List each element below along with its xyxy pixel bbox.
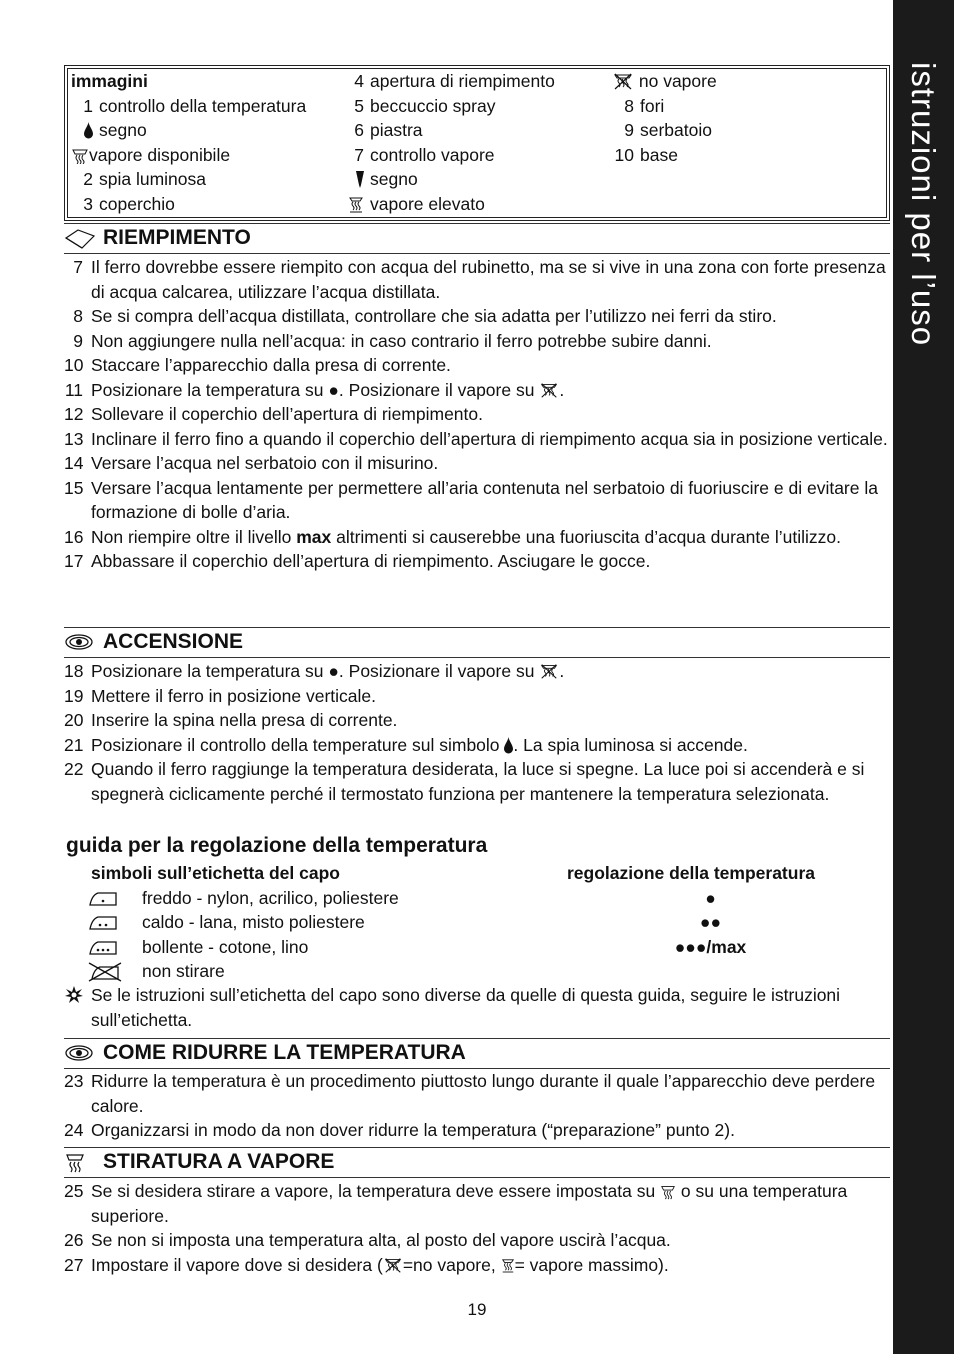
list-item: Se le istruzioni sull’etichetta del capo sono diverse da quelle di questa guida, seguire le istruzioni sull’etichetta. bbox=[64, 983, 890, 1032]
steam-high-icon bbox=[348, 195, 364, 213]
legend-col-3 bbox=[612, 69, 717, 167]
eye-icon bbox=[64, 632, 94, 652]
section-riempimento-header bbox=[64, 223, 890, 254]
legend-item: segno bbox=[71, 118, 306, 143]
list-item: 20 Inserire la spina nella presa di corrente. bbox=[64, 710, 398, 730]
section-ridurre-header bbox=[64, 1038, 890, 1069]
sidebar-title: istruzioni per l’uso bbox=[905, 62, 942, 347]
list-item: 10 Staccare l’apparecchio dalla presa di corrente. bbox=[64, 355, 451, 375]
no-steam-icon bbox=[383, 1256, 403, 1274]
list-item: 8 Se si compra dell’acqua distillata, controllare che sia adatta per l’utilizzo nei ferri da stiro. bbox=[73, 306, 777, 326]
legend-item: 5 beccuccio spray bbox=[354, 95, 496, 116]
legend-item: vapore disponibile bbox=[71, 143, 306, 168]
steam-icon bbox=[64, 1152, 86, 1174]
table-header-row bbox=[88, 861, 868, 886]
dot-icon: ● bbox=[328, 379, 339, 400]
section-title: RIEMPIMENTO bbox=[103, 226, 251, 249]
section-title: COME RIDURRE LA TEMPERATURA bbox=[103, 1041, 466, 1064]
table-row: freddo - nylon, acrilico, poliestere ● bbox=[88, 886, 868, 911]
column-header-symbols: simboli sull’etichetta del capo bbox=[91, 863, 340, 883]
legend-item: 4 apertura di riempimento bbox=[354, 71, 555, 91]
page-number: 19 bbox=[467, 1300, 487, 1319]
iron-three-dots-icon bbox=[88, 938, 118, 956]
section-accensione-header bbox=[64, 627, 890, 658]
list-item: 23 Ridurre la temperatura è un procedimento piuttosto lungo durante il quale l’apparecchio deve perdere calore. bbox=[64, 1071, 876, 1116]
legend-item: 9 serbatoio bbox=[624, 120, 712, 140]
legend-item: 6 piastra bbox=[354, 120, 423, 140]
column-header-setting: regolazione della temperatura bbox=[567, 863, 815, 883]
list-item: 19 Mettere il ferro in posizione verticale. bbox=[64, 685, 376, 706]
legend-title: immagini bbox=[71, 71, 148, 91]
list-item: 25 Se si desidera stirare a vapore, la temperatura deve essere impostata su o su una temperatura superiore. bbox=[64, 1181, 848, 1226]
vapore-list bbox=[64, 1179, 890, 1277]
list-item: 11 Posizionare la temperatura su ●. Posizionare il vapore su . bbox=[64, 379, 565, 400]
list-item: 9 Non aggiungere nulla nell’acqua: in caso contrario il ferro potrebbe subire danni. bbox=[73, 330, 712, 351]
guide-note bbox=[64, 983, 890, 1032]
eye-icon bbox=[64, 1043, 94, 1063]
list-item: 24 Organizzarsi in modo da non dover ridurre la temperatura (“preparazione” punto 2). bbox=[64, 1120, 735, 1140]
no-steam-icon bbox=[539, 662, 559, 680]
list-item: 7 Il ferro dovrebbe essere riempito con acqua del rubinetto, ma se si vive in una zona con forte presenza di acqua calcarea, utilizzare l’acqua distillata. bbox=[73, 257, 886, 302]
table-row: caldo - lana, misto poliestere ●● bbox=[88, 910, 868, 935]
drop-icon bbox=[84, 122, 93, 139]
legend-item: 7 controllo vapore bbox=[354, 144, 495, 165]
legend-item: 10 base bbox=[614, 144, 678, 165]
list-item: 18 Posizionare la temperatura su ●. Posizionare il vapore su . bbox=[64, 661, 565, 681]
ridurre-list bbox=[64, 1069, 890, 1143]
legend-item: 8 fori bbox=[624, 95, 665, 116]
list-item: 27 Impostare il vapore dove si desidera ( =no vapore, = vapore massimo). bbox=[64, 1254, 669, 1275]
legend-item: no vapore bbox=[612, 69, 717, 94]
riempimento-list bbox=[64, 255, 890, 574]
section-vapore-header bbox=[64, 1147, 890, 1178]
legend-col-2 bbox=[342, 69, 555, 216]
iron-two-dots-icon bbox=[88, 913, 118, 931]
steam-icon bbox=[660, 1182, 676, 1200]
list-item: 14 Versare l’acqua nel serbatoio con il misurino. bbox=[64, 453, 439, 473]
list-item: 16 Non riempire oltre il livello max altrimenti si causerebbe una fuoriuscita d’acqua durante l’utilizzo. bbox=[64, 526, 841, 547]
legend-item: vapore elevato bbox=[342, 192, 555, 217]
section-title: STIRATURA A VAPORE bbox=[103, 1150, 335, 1173]
no-steam-icon bbox=[539, 381, 559, 399]
no-steam-icon bbox=[612, 72, 634, 90]
images-legend-box bbox=[64, 65, 890, 221]
no-iron-icon bbox=[88, 962, 122, 982]
legend-item: 1 controllo della temperatura bbox=[83, 95, 307, 116]
dot-icon: ● bbox=[328, 661, 339, 681]
steam-high-icon bbox=[501, 1256, 515, 1274]
legend-item: segno bbox=[342, 167, 555, 192]
temperature-guide-title: guida per la regolazione della temperatura bbox=[66, 834, 488, 857]
legend-item: 2 spia luminosa bbox=[83, 169, 206, 189]
list-item: 21 Posizionare il controllo della temperature sul simbolo . La spia luminosa si accende. bbox=[64, 734, 748, 755]
steam-icon bbox=[71, 146, 89, 164]
table-row: bollente - cotone, lino ●●●/max bbox=[88, 935, 868, 960]
temperature-guide-table bbox=[88, 861, 868, 984]
table-row: non stirare bbox=[88, 959, 868, 984]
list-item: 12 Sollevare il coperchio dell’apertura di riempimento. bbox=[64, 404, 483, 424]
legend-col-1 bbox=[71, 69, 306, 216]
list-item: 15 Versare l’acqua lentamente per permettere all’aria contenuta nel serbatoio di fuoriuscire e di evitare la formazione di bolle d’aria. bbox=[64, 477, 878, 522]
star-burst-icon bbox=[65, 986, 83, 1004]
filling-jug-icon bbox=[64, 228, 96, 250]
list-item: 17 Abbassare il coperchio dell’apertura di riempimento. Asciugare le gocce. bbox=[64, 551, 651, 571]
section-title: ACCENSIONE bbox=[103, 630, 244, 653]
list-item: 26 Se non si imposta una temperatura alta, al posto del vapore uscirà l’acqua. bbox=[64, 1230, 671, 1250]
accensione-list bbox=[64, 659, 890, 806]
iron-one-dot-icon bbox=[88, 889, 118, 907]
list-item: 22 Quando il ferro raggiunge la temperatura desiderata, la luce si spegne. La luce poi si accenderà e si spegnerà ciclicamente perché il termostato funziona per mantenere la temperatura selezionata. bbox=[64, 759, 865, 804]
legend-item: 3 coperchio bbox=[83, 193, 175, 214]
arrow-down-mark-icon bbox=[356, 171, 364, 188]
list-item: 13 Inclinare il ferro fino a quando il coperchio dell’apertura di riempimento acqua sia in posizione verticale. bbox=[64, 428, 888, 449]
